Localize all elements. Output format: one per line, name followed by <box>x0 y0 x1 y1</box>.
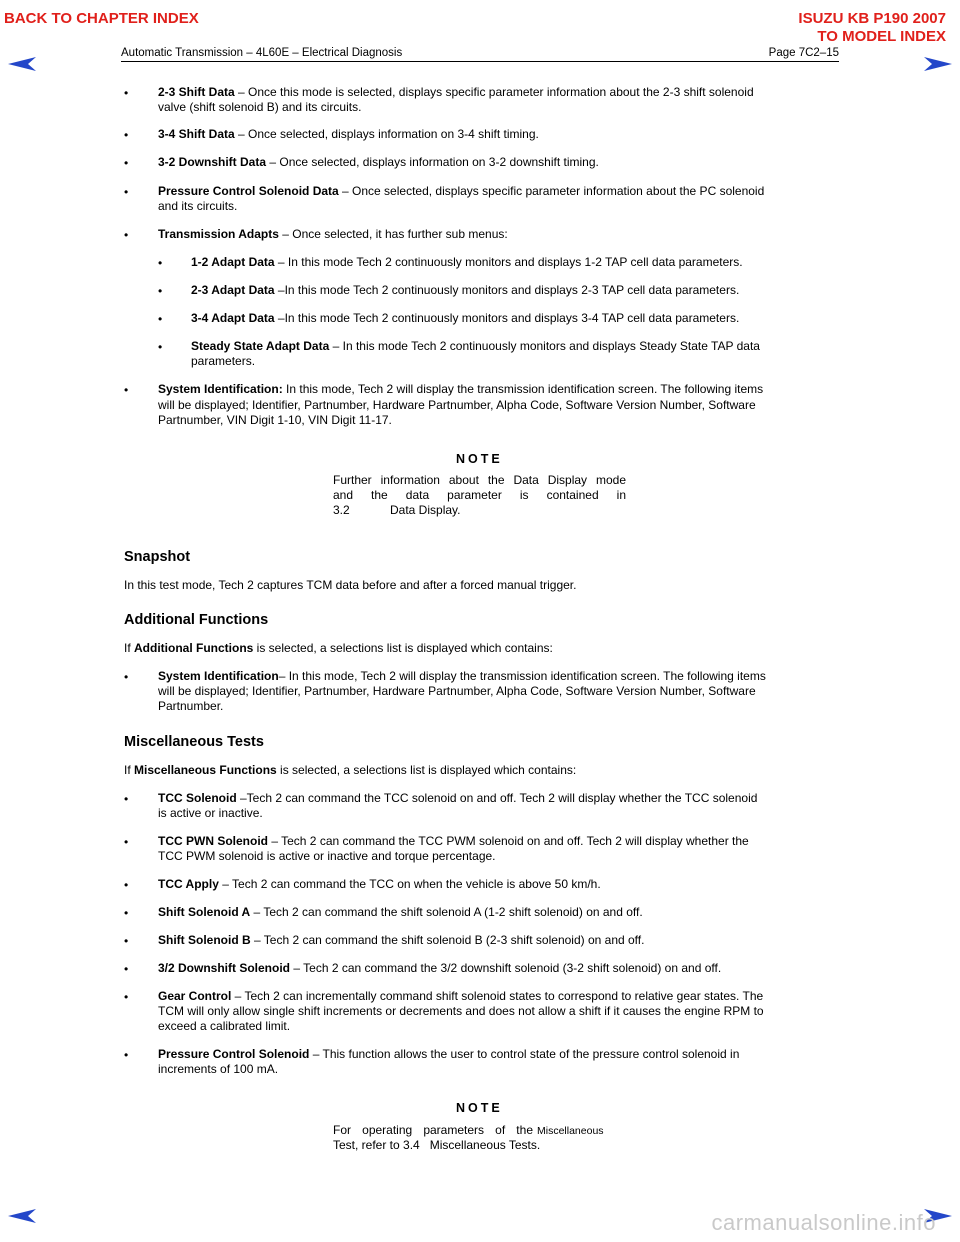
list-item: System Identification– In this mode, Tech 2 will display the transmission identification screen. The following items <box>158 669 766 683</box>
list-item: TCC Solenoid –Tech 2 can command the TCC solenoid on and off. Tech 2 will display whether the TCC solenoid <box>158 791 758 805</box>
miscellaneous-intro: If Miscellaneous Functions is selected, a selections list is displayed which contains: <box>124 763 577 777</box>
note-text: Data Display. <box>390 503 461 517</box>
additional-functions-intro: If Additional Functions is selected, a selections list is displayed which contains: <box>124 641 553 655</box>
note-text: Further information about the Data Display mode <box>333 473 626 487</box>
sub-list-item: Steady State Adapt Data – In this mode Tech 2 continuously monitors and displays Steady State TAP data <box>191 339 760 353</box>
bullet: • <box>124 1048 129 1062</box>
header-rule <box>121 61 839 62</box>
list-item-continued: Partnumber, VIN Digit 1-10, VIN Digit 11-17. <box>158 413 392 427</box>
to-model-index-link[interactable]: TO MODEL INDEX <box>817 28 946 45</box>
snapshot-heading: Snapshot <box>124 549 191 565</box>
bullet: • <box>124 156 129 170</box>
additional-functions-heading: Additional Functions <box>124 612 269 628</box>
list-item-continued: will be displayed; Identifier, Partnumber, Hardware Partnumber, Alpha Code, Software Version Number, Software <box>158 398 756 412</box>
previous-page-bottom-arrow-icon[interactable] <box>8 1209 36 1223</box>
list-item-continued: and its circuits. <box>158 199 238 213</box>
bullet: • <box>124 934 129 948</box>
note-text: and the data parameter is contained in <box>333 488 626 502</box>
list-item: Pressure Control Solenoid Data – Once selected, displays specific parameter information about the PC solenoid <box>158 184 765 198</box>
back-to-chapter-index-link[interactable]: BACK TO CHAPTER INDEX <box>4 10 199 27</box>
note-title: NOTE <box>456 1101 503 1115</box>
bullet: • <box>124 990 129 1004</box>
sub-list-item: 2-3 Adapt Data –In this mode Tech 2 continuously monitors and displays 2-3 TAP cell data parameters. <box>191 283 740 297</box>
previous-page-arrow-icon[interactable] <box>8 57 36 71</box>
note-text-small: Miscellaneous <box>537 1125 604 1137</box>
list-item-continued: exceed a calibrated limit. <box>158 1019 291 1033</box>
list-item: Gear Control – Tech 2 can incrementally command shift solenoid states to correspond to relative gear states. The <box>158 989 764 1003</box>
list-item: Shift Solenoid A – Tech 2 can command the shift solenoid A (1-2 shift solenoid) on and off. <box>158 905 643 919</box>
list-item-continued: valve (shift solenoid B) and its circuits. <box>158 100 362 114</box>
list-item: Pressure Control Solenoid – This function allows the user to control state of the pressure control solenoid in <box>158 1047 740 1061</box>
document-title: Automatic Transmission – 4L60E – Electrical Diagnosis <box>121 47 403 59</box>
bullet: • <box>124 878 129 892</box>
bullet: • <box>124 128 129 142</box>
note-text: Test, refer to 3.4 Miscellaneous Tests. <box>333 1138 541 1152</box>
bullet: • <box>124 185 129 199</box>
bullet: • <box>124 835 129 849</box>
list-item: Shift Solenoid B – Tech 2 can command the shift solenoid B (2-3 shift solenoid) on and off. <box>158 933 645 947</box>
bullet: • <box>158 256 163 270</box>
bullet: • <box>158 340 163 354</box>
bullet: • <box>124 383 129 397</box>
miscellaneous-tests-heading: Miscellaneous Tests <box>124 734 264 750</box>
bullet: • <box>124 962 129 976</box>
model-title: ISUZU KB P190 2007 <box>798 10 946 27</box>
list-item: 3/2 Downshift Solenoid – Tech 2 can command the 3/2 downshift solenoid (3-2 shift solenoid) on and off. <box>158 961 722 975</box>
bullet: • <box>124 670 129 684</box>
sub-list-item: 3-4 Adapt Data –In this mode Tech 2 continuously monitors and displays 3-4 TAP cell data parameters. <box>191 311 740 325</box>
page-number: Page 7C2–15 <box>768 47 839 59</box>
note-section-number: 3.2 <box>333 503 350 517</box>
list-item-continued: will be displayed; Identifier, Partnumber, Hardware Partnumber, Alpha Code, Software Version Number, Software <box>158 684 756 698</box>
bullet: • <box>124 792 129 806</box>
snapshot-text: In this test mode, Tech 2 captures TCM data before and after a forced manual trigger. <box>124 578 577 592</box>
sub-list-item-continued: parameters. <box>191 354 256 368</box>
list-item-continued: Partnumber. <box>158 699 224 713</box>
note-title: NOTE <box>456 452 503 466</box>
bullet: • <box>124 906 129 920</box>
sub-list-item: 1-2 Adapt Data – In this mode Tech 2 continuously monitors and displays 1-2 TAP cell data parameters. <box>191 255 743 269</box>
note-text: For operating parameters of the <box>333 1123 533 1137</box>
list-item: TCC PWN Solenoid – Tech 2 can command the TCC PWM solenoid on and off. Tech 2 will display whether the <box>158 834 749 848</box>
list-item: TCC Apply – Tech 2 can command the TCC on when the vehicle is above 50 km/h. <box>158 877 601 891</box>
watermark: carmanualsonline.info <box>711 1210 936 1235</box>
bullet: • <box>124 228 129 242</box>
list-item: System Identification: In this mode, Tech 2 will display the transmission identification screen. The following items <box>158 382 764 396</box>
list-item: 2-3 Shift Data – Once this mode is selected, displays specific parameter information about the 2-3 shift solenoid <box>158 85 754 99</box>
bullet: • <box>124 86 129 100</box>
bullet: • <box>158 312 163 326</box>
list-item: Transmission Adapts – Once selected, it has further sub menus: <box>158 227 508 241</box>
list-item: 3-2 Downshift Data – Once selected, displays information on 3-2 downshift timing. <box>158 155 599 169</box>
list-item-continued: TCC PWM solenoid is active or inactive and torque percentage. <box>158 849 496 863</box>
list-item: 3-4 Shift Data – Once selected, displays information on 3-4 shift timing. <box>158 127 539 141</box>
next-page-arrow-icon[interactable] <box>924 57 952 71</box>
list-item-continued: increments of 100 mA. <box>158 1062 279 1076</box>
bullet: • <box>158 284 163 298</box>
list-item-continued: is active or inactive. <box>158 806 263 820</box>
list-item-continued: TCM will only allow single shift increments or decrements and does not allow a shift if it causes the engine RPM to <box>158 1004 764 1018</box>
